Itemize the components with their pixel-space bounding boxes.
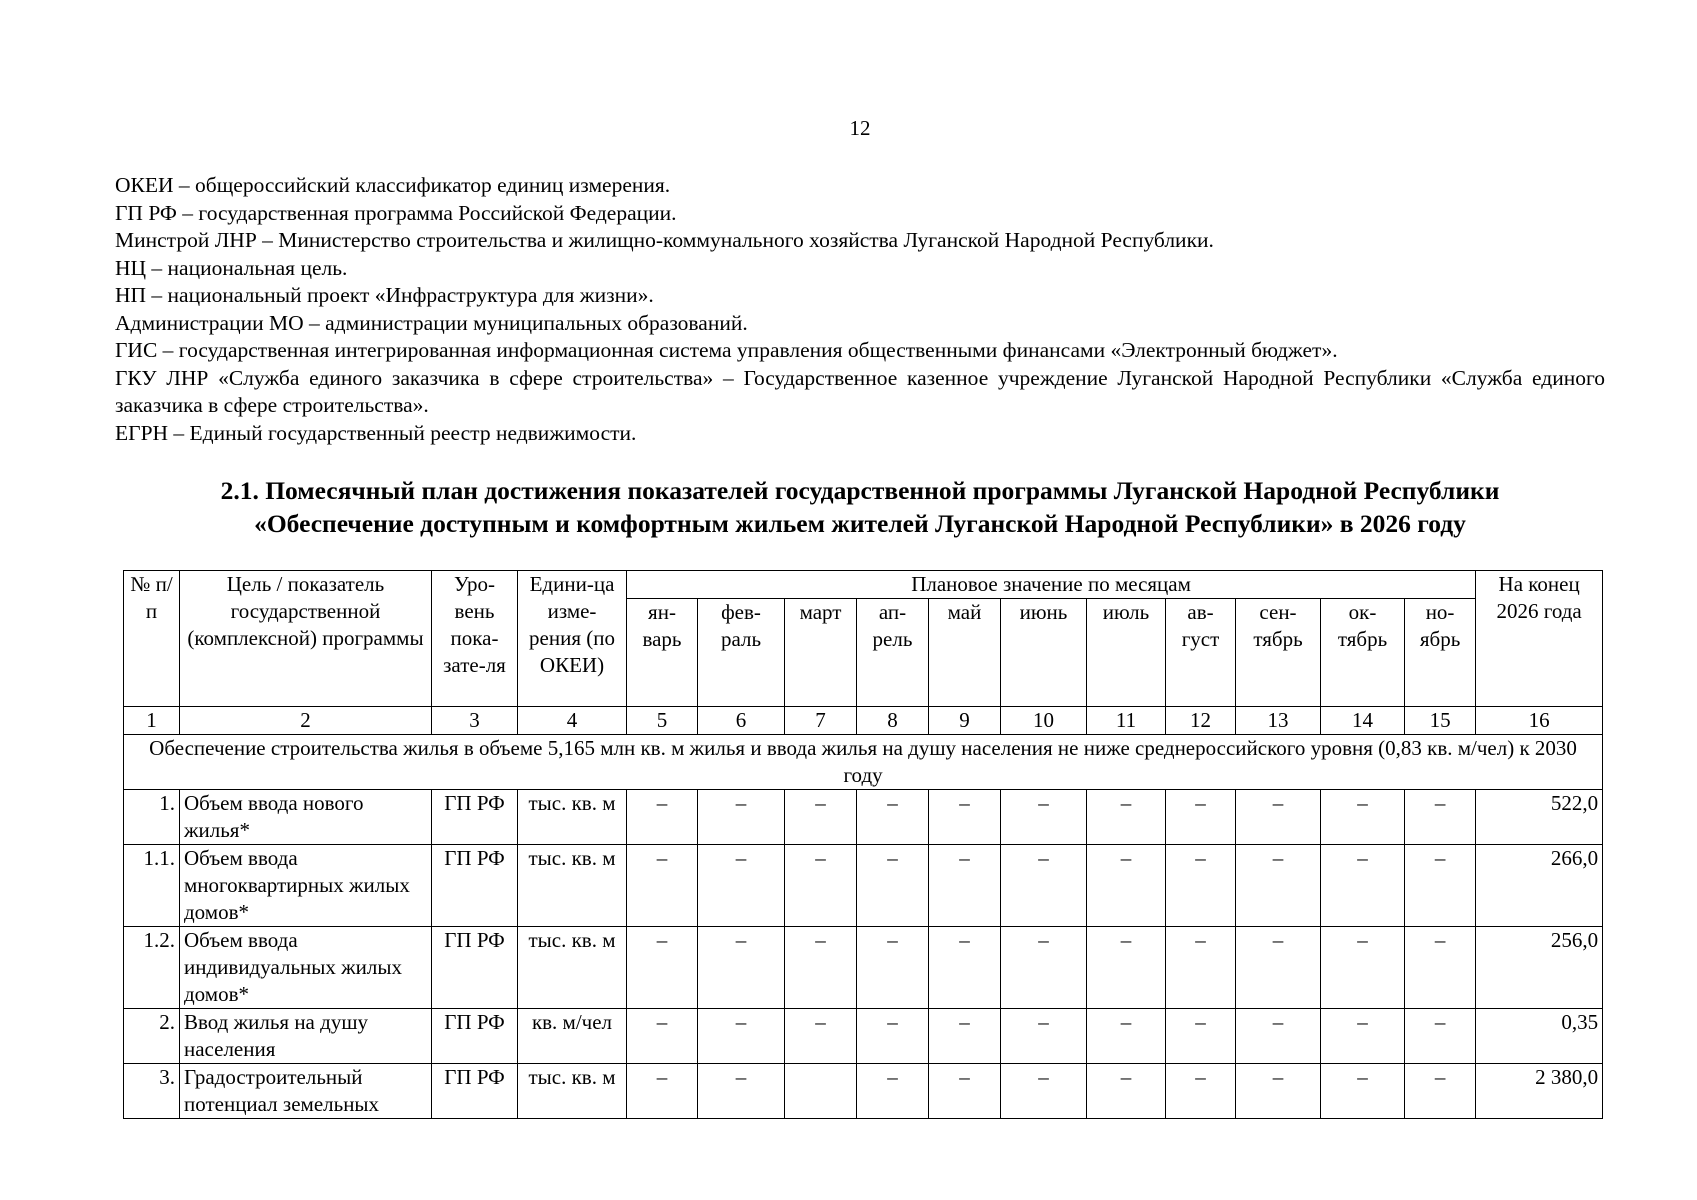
month-value: – — [627, 845, 698, 927]
month-value: – — [1405, 1009, 1476, 1064]
month-value: – — [785, 790, 857, 845]
header-month: март — [785, 599, 857, 707]
abbreviation-item: НЦ – национальная цель. — [115, 255, 348, 280]
abbreviation-item: ГКУ ЛНР «Служба единого заказчика в сфере строительства» – Государственное казенное учреждение Луганской Народной Республики «Служба единого заказчика в сфере строительства». — [115, 365, 1605, 417]
indicator-name: Объем ввода нового жилья* — [180, 790, 432, 845]
row-number: 2. — [124, 1009, 180, 1064]
abbreviations-list — [115, 172, 1605, 447]
abbreviation-item: ОКЕИ – общероссийский классификатор единиц измерения. — [115, 173, 671, 197]
row-number: 1. — [124, 790, 180, 845]
month-value: – — [1001, 790, 1087, 845]
header-month: сен-тябрь — [1236, 599, 1321, 707]
column-number: 7 — [785, 707, 857, 735]
indicator-level: ГП РФ — [432, 927, 518, 1009]
indicator-unit: кв. м/чел — [518, 1009, 627, 1064]
abbreviation-item: НП – национальный проект «Инфраструктура для жизни». — [115, 283, 654, 307]
section-title — [115, 474, 1605, 540]
month-value: – — [857, 845, 929, 927]
abbreviation-item: Администрации МО – администрации муниципальных образований. — [115, 310, 748, 335]
abbreviation-item: Минстрой ЛНР – Министерство строительства и жилищно-коммунального хозяйства Луганской Народной Республики. — [115, 228, 1214, 252]
goal-row: Обеспечение строительства жилья в объеме 5,165 млн кв. м жилья и ввода жилья на душу населения не ниже среднероссийского уровня (0,83 кв. м/чел) к 2030 году — [124, 735, 1603, 790]
abbreviation-item: ГП РФ – государственная программа Российской Федерации. — [115, 200, 677, 225]
column-number: 12 — [1166, 707, 1236, 735]
header-unit: Едини-ца изме-рения (по ОКЕИ) — [518, 571, 627, 707]
month-value: – — [785, 1009, 857, 1064]
month-value: – — [1001, 845, 1087, 927]
indicator-name: Ввод жилья на душу населения — [180, 1009, 432, 1064]
month-value: – — [929, 1009, 1001, 1064]
month-value: – — [857, 790, 929, 845]
indicator-unit: тыс. кв. м — [518, 845, 627, 927]
month-value: – — [1321, 1064, 1405, 1119]
month-value: – — [698, 845, 785, 927]
header-month: фев-раль — [698, 599, 785, 707]
month-value: – — [627, 790, 698, 845]
month-value: – — [1001, 927, 1087, 1009]
month-value: – — [1166, 1064, 1236, 1119]
column-number: 16 — [1476, 707, 1603, 735]
month-value: – — [1405, 845, 1476, 927]
column-number: 8 — [857, 707, 929, 735]
month-value: – — [857, 927, 929, 1009]
header-month: июнь — [1001, 599, 1087, 707]
month-value: – — [857, 1009, 929, 1064]
month-value: – — [1236, 1064, 1321, 1119]
month-value: – — [1166, 927, 1236, 1009]
header-month: но-ябрь — [1405, 599, 1476, 707]
abbreviation-item: ГИС – государственная интегрированная информационная система управления общественными финансами «Электронный бюджет». — [115, 338, 1338, 362]
header-month: ап-рель — [857, 599, 929, 707]
header-goal: Цель / показатель государственной (комплексной) программы — [180, 571, 432, 707]
month-value: – — [698, 927, 785, 1009]
section-title-line: «Обеспечение доступным и комфортным жильем жителей Луганской Народной Республики» в 2026 году — [254, 509, 1466, 538]
table-row — [124, 1064, 1603, 1119]
month-value: – — [1405, 790, 1476, 845]
header-level: Уро-вень пока-зате-ля — [432, 571, 518, 707]
month-value: – — [698, 1064, 785, 1119]
month-value: – — [1321, 790, 1405, 845]
page-number: 12 — [849, 116, 871, 140]
header-monthly: Плановое значение по месяцам — [627, 571, 1476, 599]
end-of-year-value: 266,0 — [1476, 845, 1603, 927]
header-month: ок-тябрь — [1321, 599, 1405, 707]
month-value: – — [1087, 1064, 1166, 1119]
month-value: – — [1236, 927, 1321, 1009]
column-number: 13 — [1236, 707, 1321, 735]
column-number: 15 — [1405, 707, 1476, 735]
month-value: – — [1321, 927, 1405, 1009]
monthly-plan-table — [123, 570, 1603, 1119]
month-value: – — [1166, 1009, 1236, 1064]
month-value: – — [1321, 1009, 1405, 1064]
month-value: – — [1087, 927, 1166, 1009]
header-month: ян-варь — [627, 599, 698, 707]
month-value: – — [1001, 1064, 1087, 1119]
month-value: – — [1166, 790, 1236, 845]
column-number: 1 — [124, 707, 180, 735]
month-value: – — [929, 927, 1001, 1009]
header-month: ав-густ — [1166, 599, 1236, 707]
abbreviation-item: ЕГРН – Единый государственный реестр недвижимости. — [115, 420, 637, 445]
row-number: 3. — [124, 1064, 180, 1119]
column-number: 11 — [1087, 707, 1166, 735]
month-value: – — [785, 927, 857, 1009]
month-value: – — [1405, 927, 1476, 1009]
header-month: май — [929, 599, 1001, 707]
row-number: 1.2. — [124, 927, 180, 1009]
row-number: 1.1. — [124, 845, 180, 927]
indicator-level: ГП РФ — [432, 790, 518, 845]
month-value: – — [785, 845, 857, 927]
month-value: – — [1087, 790, 1166, 845]
indicator-level: ГП РФ — [432, 1009, 518, 1064]
indicator-name: Объем ввода многоквартирных жилых домов* — [180, 845, 432, 927]
table-row — [124, 927, 1603, 1009]
month-value: – — [929, 1064, 1001, 1119]
indicator-unit: тыс. кв. м — [518, 1064, 627, 1119]
column-number: 6 — [698, 707, 785, 735]
month-value: – — [698, 790, 785, 845]
column-number: 10 — [1001, 707, 1087, 735]
table-row — [124, 1009, 1603, 1064]
month-value: – — [1166, 845, 1236, 927]
header-num: № п/п — [124, 571, 180, 707]
month-value — [785, 1064, 857, 1119]
column-number: 14 — [1321, 707, 1405, 735]
table-row — [124, 790, 1603, 845]
indicator-level: ГП РФ — [432, 1064, 518, 1119]
header-end-of-year: На конец 2026 года — [1476, 571, 1603, 707]
column-number: 2 — [180, 707, 432, 735]
month-value: – — [1087, 845, 1166, 927]
indicator-unit: тыс. кв. м — [518, 790, 627, 845]
end-of-year-value: 522,0 — [1476, 790, 1603, 845]
month-value: – — [1001, 1009, 1087, 1064]
header-month: июль — [1087, 599, 1166, 707]
table-row — [124, 845, 1603, 927]
month-value: – — [627, 927, 698, 1009]
month-value: – — [857, 1064, 929, 1119]
end-of-year-value: 256,0 — [1476, 927, 1603, 1009]
month-value: – — [1236, 845, 1321, 927]
end-of-year-value: 2 380,0 — [1476, 1064, 1603, 1119]
month-value: – — [1236, 790, 1321, 845]
indicator-unit: тыс. кв. м — [518, 927, 627, 1009]
column-number: 9 — [929, 707, 1001, 735]
indicator-name: Объем ввода индивидуальных жилых домов* — [180, 927, 432, 1009]
month-value: – — [698, 1009, 785, 1064]
indicator-name: Градостроительный потенциал земельных — [180, 1064, 432, 1119]
month-value: – — [929, 845, 1001, 927]
month-value: – — [1405, 1064, 1476, 1119]
column-number: 5 — [627, 707, 698, 735]
end-of-year-value: 0,35 — [1476, 1009, 1603, 1064]
month-value: – — [1087, 1009, 1166, 1064]
month-value: – — [627, 1064, 698, 1119]
column-number: 3 — [432, 707, 518, 735]
month-value: – — [1321, 845, 1405, 927]
indicator-level: ГП РФ — [432, 845, 518, 927]
month-value: – — [1236, 1009, 1321, 1064]
section-title-line: 2.1. Помесячный план достижения показателей государственной программы Луганской Народной Республики — [220, 476, 1500, 505]
column-number: 4 — [518, 707, 627, 735]
month-value: – — [929, 790, 1001, 845]
month-value: – — [627, 1009, 698, 1064]
